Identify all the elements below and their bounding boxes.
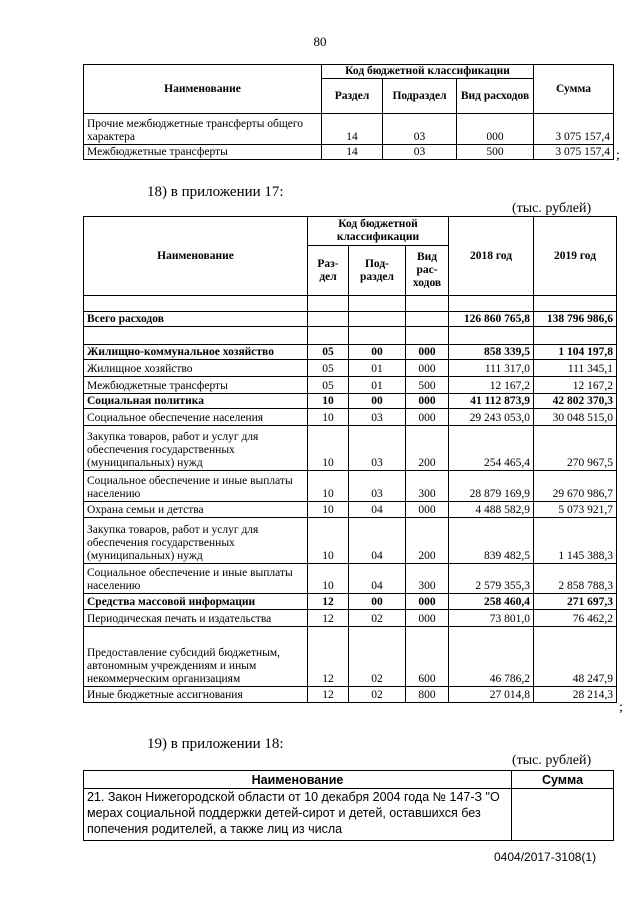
page-number: 80 [313, 34, 327, 49]
row-name: Социальная политика [84, 394, 308, 409]
row-section [308, 327, 349, 345]
row-2018: 254 465,4 [449, 426, 534, 471]
table-row [84, 610, 617, 627]
table-row [84, 296, 617, 312]
row-subsection: 03 [349, 426, 406, 471]
header-2019: 2019 год [534, 217, 617, 296]
row-expense-type: 300 [406, 564, 449, 594]
table-row [84, 518, 617, 564]
row-name: Закупка товаров, работ и услуг для обеспечения государственных (муниципальных) нужд [84, 426, 308, 471]
row-name: Социальное обеспечение и иные выплаты населению [84, 471, 308, 502]
row-subsection [349, 296, 406, 312]
row-2019: 12 167,2 [534, 377, 617, 394]
row-section: 14 [322, 145, 383, 160]
row-2018: 27 014,8 [449, 687, 534, 703]
row-2018: 858 339,5 [449, 345, 534, 360]
row-expense-type: 500 [457, 145, 534, 160]
row-section: 12 [308, 627, 349, 687]
header-section: Раздел [322, 79, 383, 114]
row-2019 [534, 327, 617, 345]
header-expense-type: Вид рас-ходов [406, 246, 449, 296]
table-appendix18 [83, 770, 614, 841]
table-row [84, 426, 617, 471]
row-name: Жилищное хозяйство [84, 360, 308, 377]
row-expense-type: 000 [406, 394, 449, 409]
row-subsection [349, 327, 406, 345]
row-name: Всего расходов [84, 312, 308, 327]
row-2018: 29 243 053,0 [449, 409, 534, 426]
table-row [84, 594, 617, 610]
header-expense-type: Вид расходов [457, 79, 534, 114]
row-name: Межбюджетные трансферты [84, 377, 308, 394]
row-expense-type: 500 [406, 377, 449, 394]
header-code-group: Код бюджетной классификации [308, 217, 449, 246]
row-subsection: 03 [383, 114, 457, 145]
row-2019: 2 858 788,3 [534, 564, 617, 594]
table-row [84, 360, 617, 377]
header-subsection: Подраздел [383, 79, 457, 114]
row-section: 10 [308, 394, 349, 409]
row-2018: 12 167,2 [449, 377, 534, 394]
table-row [84, 564, 617, 594]
row-2019: 111 345,1 [534, 360, 617, 377]
table-row [84, 327, 617, 345]
row-name: Межбюджетные трансферты [84, 145, 322, 160]
row-expense-type: 200 [406, 518, 449, 564]
header-2018: 2018 год [449, 217, 534, 296]
row-2019: 48 247,9 [534, 627, 617, 687]
table-row [84, 394, 617, 409]
row-2019: 29 670 986,7 [534, 471, 617, 502]
row-2018 [449, 296, 534, 312]
row-section: 10 [308, 518, 349, 564]
row-subsection: 03 [349, 409, 406, 426]
row-expense-type [406, 312, 449, 327]
table-row [84, 687, 617, 703]
header-section: Раз-дел [308, 246, 349, 296]
row-subsection: 00 [349, 594, 406, 610]
row-2018: 126 860 765,8 [449, 312, 534, 327]
row-section: 10 [308, 502, 349, 518]
law-row-text: 21. Закон Нижегородской области от 10 декабря 2004 года № 147-З "О мерах социальной поддержки детей-сирот и детей, оставшихся без попечения родителей, а также лиц из числа [84, 789, 512, 841]
row-subsection: 04 [349, 518, 406, 564]
row-section: 12 [308, 687, 349, 703]
end-mark-2: ; [619, 700, 623, 715]
row-subsection: 04 [349, 502, 406, 518]
end-mark-1: ; [616, 148, 620, 163]
row-expense-type: 300 [406, 471, 449, 502]
row-expense-type: 000 [406, 409, 449, 426]
row-name: Жилищно-коммунальное хозяйство [84, 345, 308, 360]
row-section: 10 [308, 409, 349, 426]
row-2018: 111 317,0 [449, 360, 534, 377]
header-amount: Сумма [534, 65, 614, 114]
row-2018: 73 801,0 [449, 610, 534, 627]
table-row [84, 471, 617, 502]
row-subsection: 02 [349, 687, 406, 703]
table-row [84, 502, 617, 518]
row-section: 10 [308, 564, 349, 594]
row-expense-type [406, 327, 449, 345]
row-expense-type: 200 [406, 426, 449, 471]
row-2019: 5 073 921,7 [534, 502, 617, 518]
table-row [84, 114, 614, 145]
row-name: Прочие межбюджетные трансферты общего характера [84, 114, 322, 145]
row-subsection: 00 [349, 394, 406, 409]
table-row [84, 345, 617, 360]
row-section: 12 [308, 610, 349, 627]
row-2019: 76 462,2 [534, 610, 617, 627]
table-row [84, 145, 614, 160]
row-2018: 839 482,5 [449, 518, 534, 564]
row-2019: 1 145 388,3 [534, 518, 617, 564]
row-subsection: 01 [349, 360, 406, 377]
row-name [84, 296, 308, 312]
row-2019: 30 048 515,0 [534, 409, 617, 426]
row-expense-type: 600 [406, 627, 449, 687]
row-section: 05 [308, 360, 349, 377]
row-2019 [534, 296, 617, 312]
row-name: Периодическая печать и издательства [84, 610, 308, 627]
row-subsection: 03 [383, 145, 457, 160]
row-2018 [449, 327, 534, 345]
row-name: Предоставление субсидий бюджетным, автономным учреждениям и иным некоммерческим организациям [84, 627, 308, 687]
row-expense-type: 000 [406, 360, 449, 377]
header-code-group: Код бюджетной классификации [322, 65, 534, 79]
row-section [308, 312, 349, 327]
row-expense-type: 000 [457, 114, 534, 145]
row-section: 10 [308, 471, 349, 502]
row-subsection [349, 312, 406, 327]
row-section: 05 [308, 377, 349, 394]
item19-title: 19) в приложении 18: [147, 736, 284, 752]
row-section: 12 [308, 594, 349, 610]
table-transfers [83, 64, 614, 160]
row-subsection: 00 [349, 345, 406, 360]
row-section: 05 [308, 345, 349, 360]
row-subsection: 02 [349, 627, 406, 687]
row-name [84, 327, 308, 345]
row-expense-type: 000 [406, 610, 449, 627]
row-amount: 3 075 157,4 [534, 145, 614, 160]
row-subsection: 01 [349, 377, 406, 394]
table-row [84, 409, 617, 426]
row-2019: 42 802 370,3 [534, 394, 617, 409]
row-section [308, 296, 349, 312]
row-name: Иные бюджетные ассигнования [84, 687, 308, 703]
row-expense-type: 000 [406, 502, 449, 518]
row-subsection: 03 [349, 471, 406, 502]
table-appendix17 [83, 216, 617, 703]
row-name: Средства массовой информации [84, 594, 308, 610]
row-2019: 1 104 197,8 [534, 345, 617, 360]
item18-unit: (тыс. рублей) [512, 201, 592, 216]
row-expense-type [406, 296, 449, 312]
row-expense-type: 000 [406, 345, 449, 360]
table-row [84, 627, 617, 687]
row-subsection: 02 [349, 610, 406, 627]
row-2019: 138 796 986,6 [534, 312, 617, 327]
row-name: Охрана семьи и детства [84, 502, 308, 518]
row-section: 10 [308, 426, 349, 471]
item19-unit: (тыс. рублей) [512, 753, 592, 768]
row-subsection: 04 [349, 564, 406, 594]
header-name: Наименование [84, 771, 512, 789]
row-2019: 271 697,3 [534, 594, 617, 610]
row-2018: 258 460,4 [449, 594, 534, 610]
row-name: Социальное обеспечение и иные выплаты населению [84, 564, 308, 594]
header-name: Наименование [84, 217, 308, 296]
row-2018: 41 112 873,9 [449, 394, 534, 409]
row-2018: 4 488 582,9 [449, 502, 534, 518]
header-subsection: Под-раздел [349, 246, 406, 296]
row-expense-type: 800 [406, 687, 449, 703]
row-2019: 270 967,5 [534, 426, 617, 471]
law-row-amount [512, 789, 614, 841]
row-name: Закупка товаров, работ и услуг для обеспечения государственных (муниципальных) нужд [84, 518, 308, 564]
row-section: 14 [322, 114, 383, 145]
item18-title: 18) в приложении 17: [147, 184, 284, 200]
row-name: Социальное обеспечение населения [84, 409, 308, 426]
row-2018: 2 579 355,3 [449, 564, 534, 594]
table-row [84, 312, 617, 327]
header-amount: Сумма [512, 771, 614, 789]
row-amount: 3 075 157,4 [534, 114, 614, 145]
row-expense-type: 000 [406, 594, 449, 610]
row-2019: 28 214,3 [534, 687, 617, 703]
footer-code: 0404/2017-3108(1) [494, 850, 597, 864]
table-row [84, 377, 617, 394]
row-2018: 28 879 169,9 [449, 471, 534, 502]
row-2018: 46 786,2 [449, 627, 534, 687]
header-name: Наименование [84, 65, 322, 114]
